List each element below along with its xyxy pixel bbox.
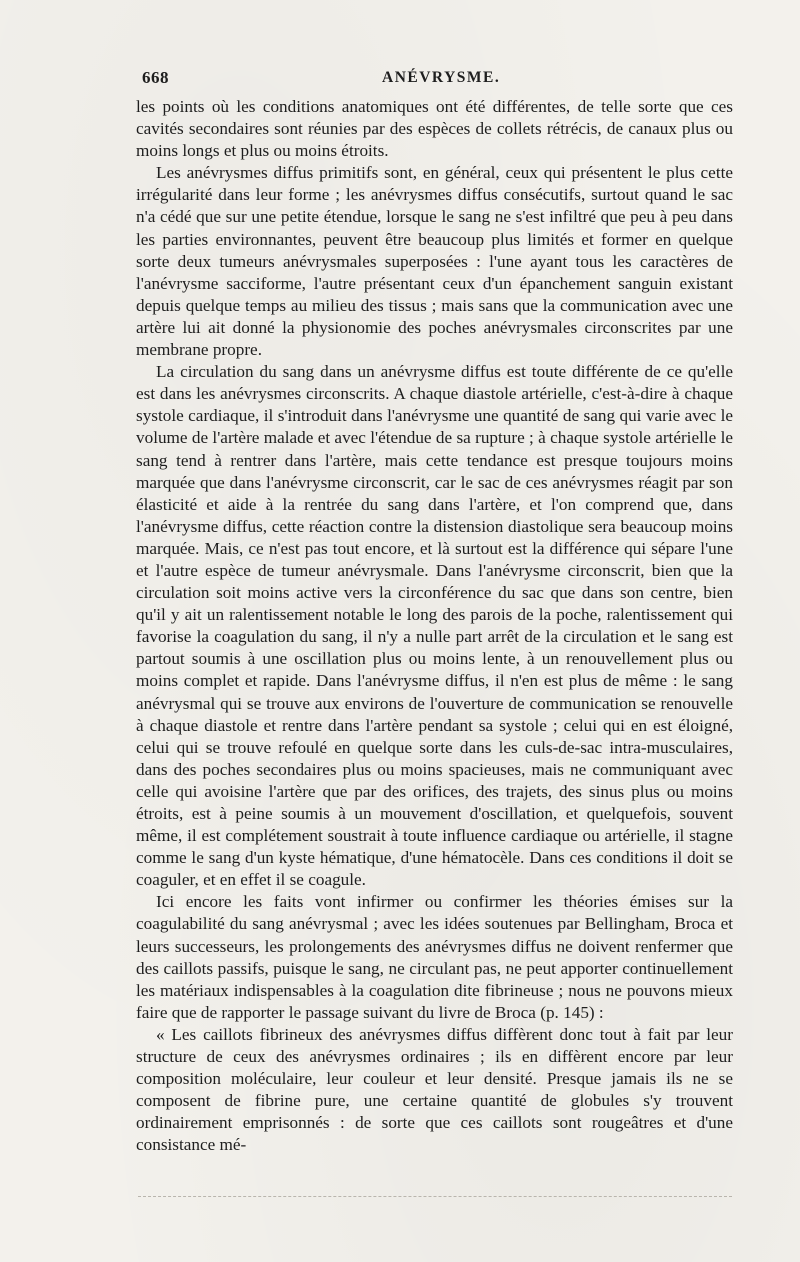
paragraph-4: Ici encore les faits vont infirmer ou confirmer les théories émises sur la coagulabilité du sang anévrysmal ; avec les idées soutenues par Bellingham, Broca et leurs successeurs, les prolongements des anévrysmes diffus ne doivent renfermer que des caillots passifs, puisque le sang, ne circulant pas, ne peut apporter continuellement les matériaux indispensables à la coagulation dite fibrineuse ; nous ne pouvons mieux faire que de rapporter le passage suivant du livre de Broca (p. 145) : [136, 892, 733, 1022]
paragraph-1: les points où les conditions anatomiques ont été différentes, de telle sorte que ces cavités secondaires sont réunies par des espèces de collets rétrécis, de canaux plus ou moins longs et plus ou moins étroits. [136, 97, 733, 161]
footer-dotted-rule [138, 1196, 732, 1197]
paragraph-2: Les anévrysmes diffus primitifs sont, en général, ceux qui présentent le plus cette irrégularité dans leur forme ; les anévrysmes diffus consécutifs, surtout quand le sac n'a cédé que sur une petite étendue, lorsque le sang ne s'est infiltré que peu à peu dans les parties environnantes, peuvent être beaucoup plus limités et former en quelque sorte deux tumeurs anévrysmales superposées : l'une ayant tous les caractères de l'anévrysme sacciforme, l'autre présentant ceux d'un épanchement sanguin existant depuis quelque temps au milieu des tissus ; mais sans que la communication avec une artère lui ait donné la physionomie des poches anévrysmales circonscrites par une membrane propre. [136, 163, 733, 360]
running-head: ANÉVRYSME. [382, 69, 501, 86]
body-text [136, 96, 733, 1157]
paragraph-3: La circulation du sang dans un anévrysme diffus est toute différente de ce qu'elle est dans les anévrysmes circonscrits. A chaque diastole artérielle, c'est-à-dire à chaque systole cardiaque, il s'introduit dans l'anévrysme une quantité de sang qui varie avec le volume de l'artère malade et avec l'étendue de sa rupture ; à chaque systole artérielle le sang tend à rentrer dans l'artère, mais cette tendance est presque toujours moins marquée que dans l'anévrysme circonscrit, car le sac de ces anévrysmes réagit par son élasticité et aide à la rentrée du sang dans l'artère, et l'on comprend que, dans l'anévrysme diffus, cette réaction contre la distension diastolique sera beaucoup moins marquée. Mais, ce n'est pas tout encore, et là surtout est la différence qui sépare l'une et l'autre espèce de tumeur anévrysmale. Dans l'anévrysme circonscrit, bien que la circulation soit moins active vers la circonférence du sac que dans son centre, bien qu'il y ait un ralentissement notable le long des parois de la poche, ralentissement qui favorise la coagulation du sang, il n'y a nulle part arrêt de la circulation et le sang est partout soumis à une oscillation plus ou moins lente, à un renouvellement plus ou moins complet et rapide. Dans l'anévrysme diffus, il n'en est plus de même : le sang anévrysmal qui se trouve aux environs de l'ouverture de communication se renouvelle à chaque diastole et rentre dans l'artère pendant sa systole ; celui qui en est éloigné, celui qui se trouve refoulé en quelque sorte dans les culs-de-sac intra-musculaires, dans des poches secondaires plus ou moins spacieuses, mais ne communiquant avec celle qui avoisine l'artère que par des orifices, des trajets, des sinus plus ou moins étroits, est à peine soumis à un mouvement d'oscillation, et quelquefois, souvent même, il est complétement soustrait à toute influence cardiaque ou artérielle, il stagne comme le sang d'un kyste hématique, d'une hématocèle. Dans ces conditions il doit se coaguler, et en effet il se coagule. [136, 362, 733, 890]
page-header [142, 68, 732, 92]
paragraph-5-quote: « Les caillots fibrineux des anévrysmes diffus diffèrent donc tout à fait par leur structure de ceux des anévrysmes ordinaires ; ils en diffèrent encore par leur composition moléculaire, leur couleur et leur densité. Presque jamais ils ne se composent de fibrine pure, une certaine quantité de globules s'y trouvent ordinairement emprisonnés : de sorte que ces caillots sont rougeâtres et d'une consistance mé- [136, 1024, 733, 1155]
page-number: 668 [142, 68, 169, 87]
